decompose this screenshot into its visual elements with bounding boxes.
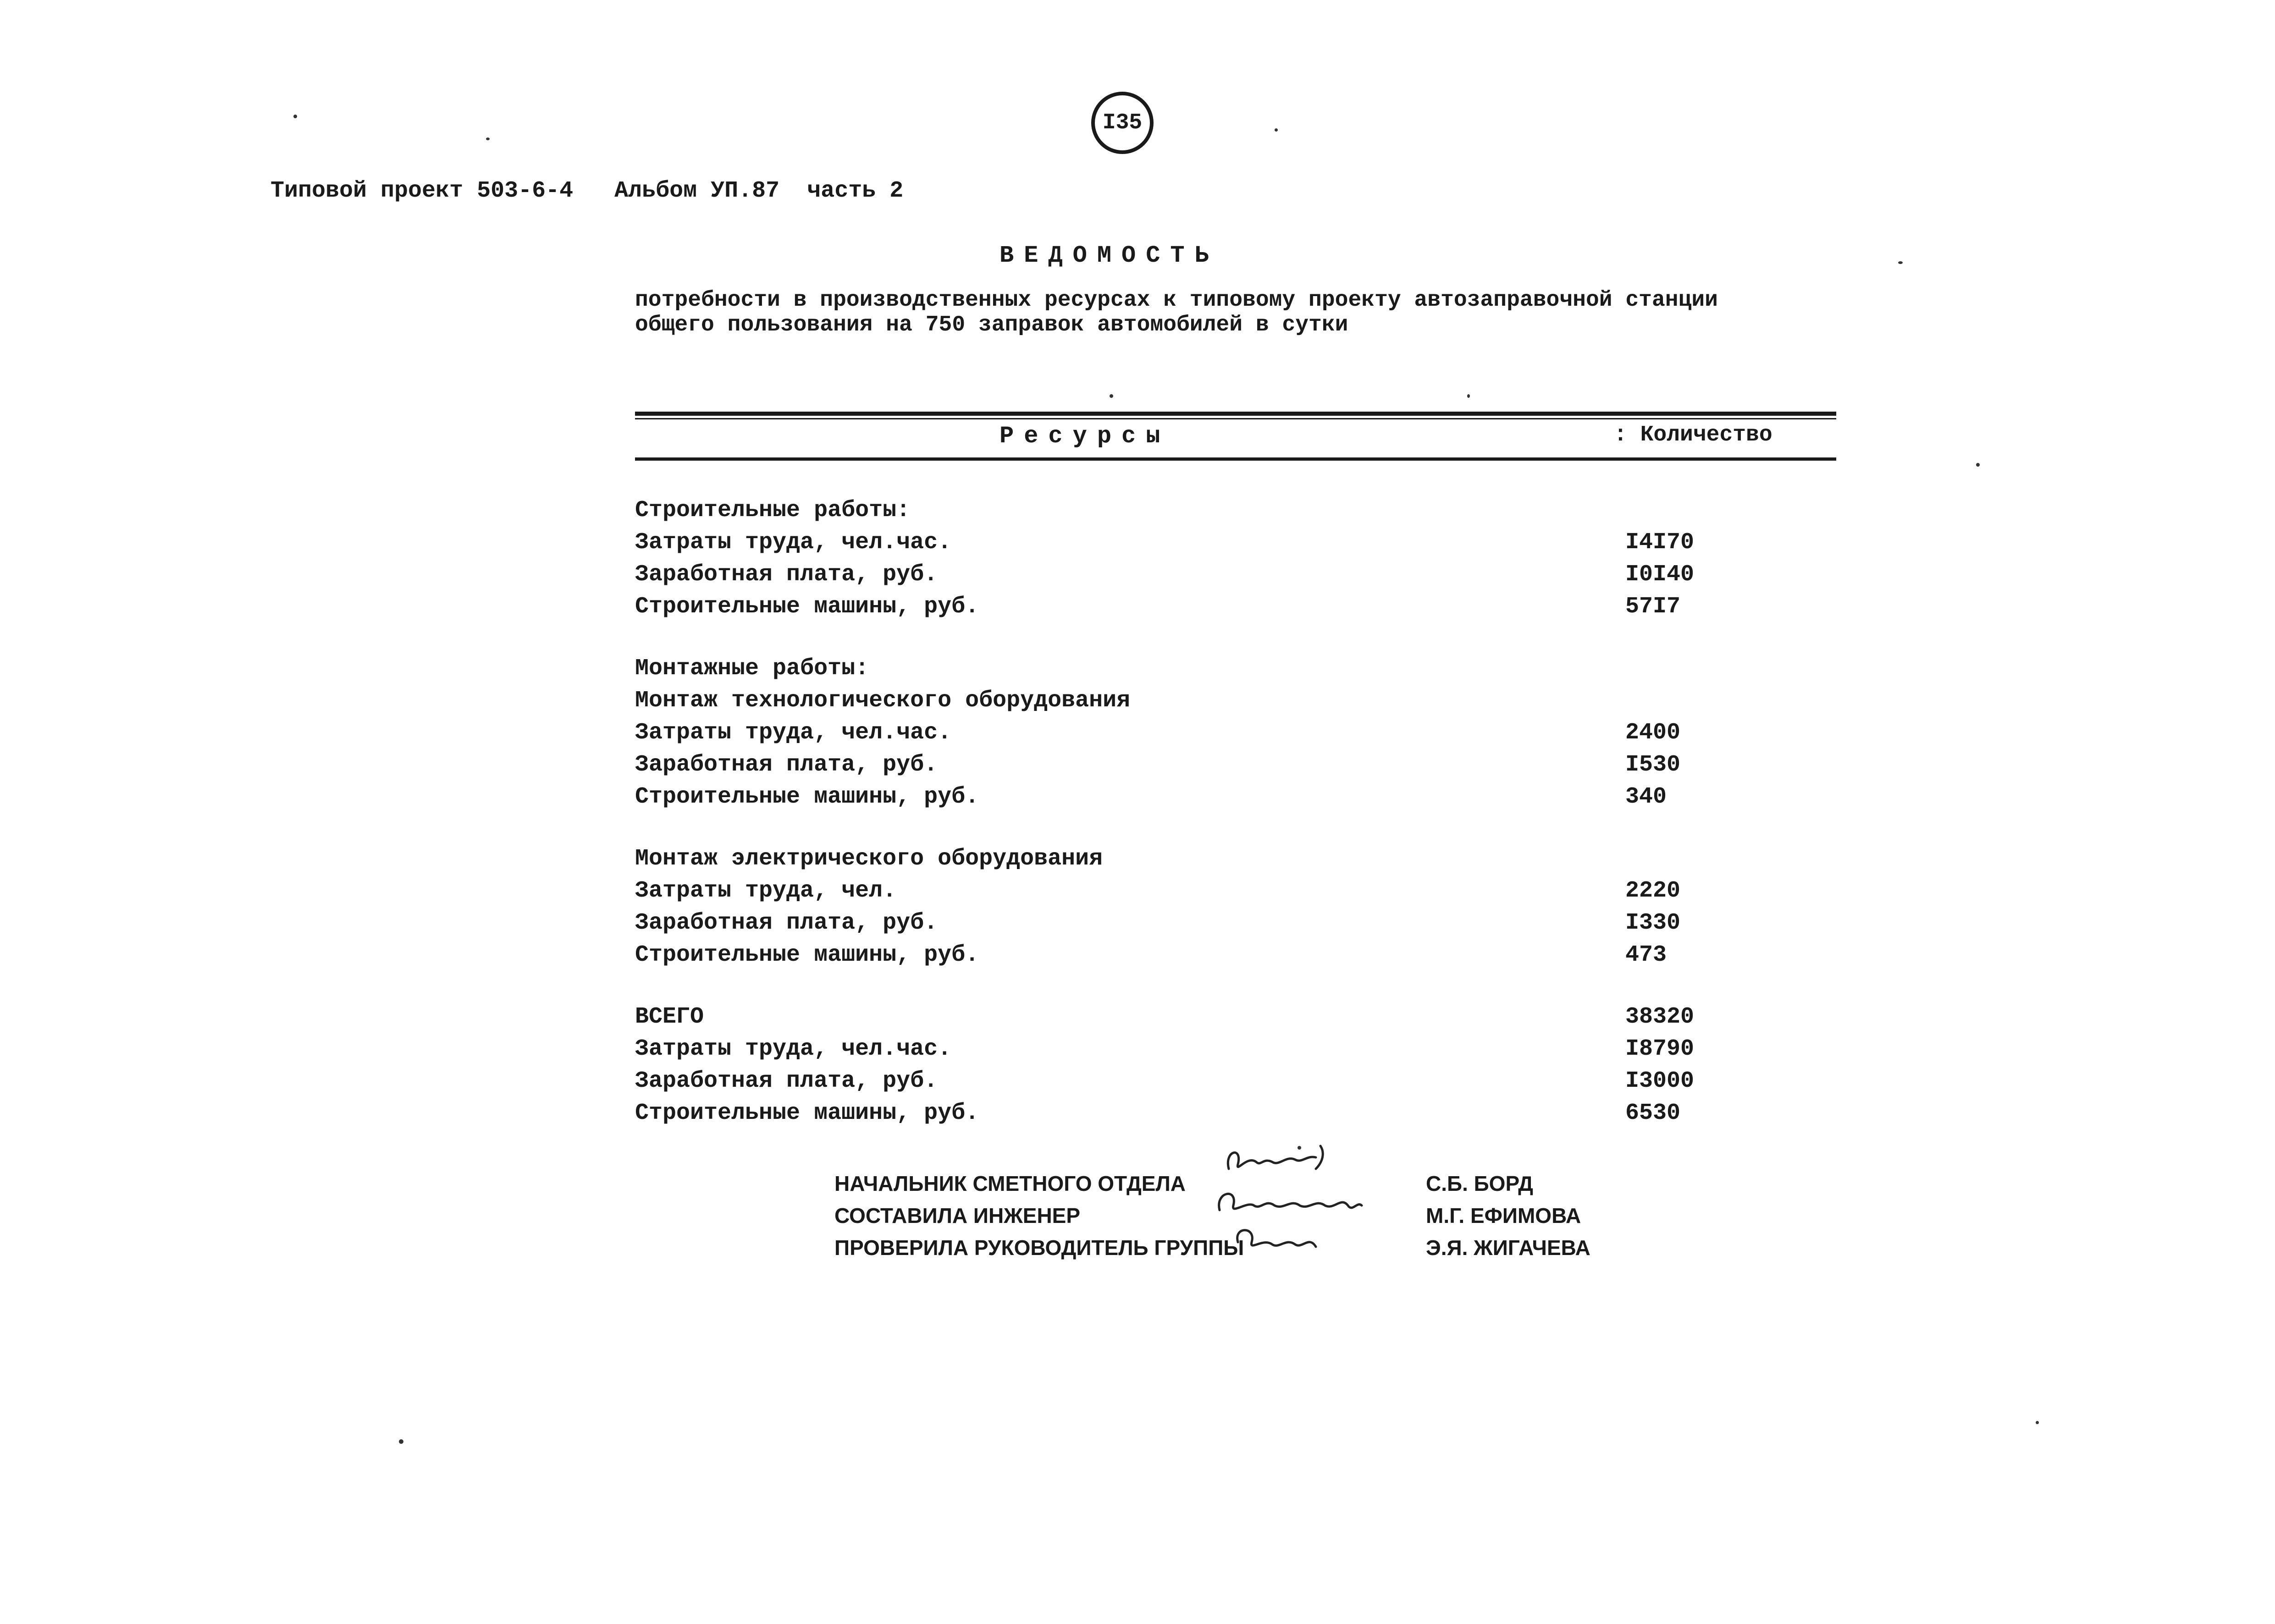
table-row-label: Монтаж технологического оборудования — [635, 688, 1131, 714]
table-row-label: Монтажные работы: — [635, 655, 869, 682]
table-row-label: Строительные машины, руб. — [635, 594, 979, 620]
table-row-value: I330 — [1625, 910, 1681, 936]
table-row-label: Заработная плата, руб. — [635, 562, 938, 588]
table-top-rule — [635, 412, 1836, 416]
speck — [1976, 463, 1980, 467]
table-row-label: Заработная плата, руб. — [635, 1068, 938, 1094]
signature-name: М.Г. ЕФИМОВА — [1426, 1204, 1581, 1228]
project-line: Типовой проект 503-6-4 Альбом УП.87 часть 2 — [271, 178, 904, 204]
page-number — [1091, 92, 1154, 154]
table-row-value: 340 — [1625, 784, 1667, 810]
table-top-rule-thin — [635, 418, 1836, 419]
table-row-value: 2220 — [1625, 878, 1681, 904]
page-number-text: I35 — [1102, 110, 1143, 135]
signature-title: НАЧАЛЬНИК СМЕТНОГО ОТДЕЛА — [834, 1172, 1186, 1195]
column-header-quantity: : Количество — [1614, 423, 1773, 447]
table-row-value: I4I70 — [1625, 529, 1695, 556]
column-header-resources: Ресурсы — [999, 423, 1171, 450]
speck — [486, 138, 490, 140]
signature-name: Э.Я. ЖИГАЧЕВА — [1426, 1236, 1590, 1260]
table-row-value: I3000 — [1625, 1068, 1695, 1094]
speck — [293, 115, 297, 118]
table-row-value: I0I40 — [1625, 562, 1695, 588]
table-row-value: 6530 — [1625, 1100, 1681, 1126]
table-row-label: Затраты труда, чел. — [635, 878, 897, 904]
signature-name: С.Б. БОРД — [1426, 1172, 1534, 1195]
speck — [399, 1439, 403, 1444]
table-row-label: Затраты труда, чел.час. — [635, 1036, 952, 1062]
speck — [2036, 1421, 2039, 1424]
speck — [1275, 128, 1278, 132]
document-subtitle: потребности в производственных ресурсах к типовому проекту автозаправочной станции общего пользования на 750 заправок автомобилей в сутки — [635, 288, 1718, 337]
speck — [1298, 1146, 1301, 1150]
signature-title: ПРОВЕРИЛА РУКОВОДИТЕЛЬ ГРУППЫ — [834, 1236, 1244, 1260]
table-row-label: Затраты труда, чел.час. — [635, 720, 952, 746]
table-row-label: Затраты труда, чел.час. — [635, 529, 952, 556]
table-row-label: Заработная плата, руб. — [635, 752, 938, 778]
table-row-label: Строительные машины, руб. — [635, 1100, 979, 1126]
table-row-label: Строительные машины, руб. — [635, 784, 979, 810]
signature-title: СОСТАВИЛА ИНЖЕНЕР — [834, 1204, 1081, 1228]
table-row-value: I8790 — [1625, 1036, 1695, 1062]
speck — [1898, 261, 1903, 264]
table-row-label: Строительные машины, руб. — [635, 942, 979, 968]
table-row-label: Монтаж электрического оборудования — [635, 846, 1103, 872]
table-row-value: 2400 — [1625, 720, 1681, 746]
handwritten-signatures — [1210, 1137, 1421, 1274]
table-row-label: Строительные работы: — [635, 497, 911, 523]
table-row-value: 38320 — [1625, 1004, 1695, 1030]
table-header-rule — [635, 457, 1836, 461]
table-row-label: ВСЕГО — [635, 1004, 704, 1030]
speck — [1467, 394, 1470, 398]
document-title: ВЕДОМОСТЬ — [999, 242, 1219, 269]
table-row-label: Заработная плата, руб. — [635, 910, 938, 936]
table-row-value: I530 — [1625, 752, 1681, 778]
table-row-value: 473 — [1625, 942, 1667, 968]
speck — [1110, 394, 1113, 398]
table-row-value: 57I7 — [1625, 594, 1681, 620]
